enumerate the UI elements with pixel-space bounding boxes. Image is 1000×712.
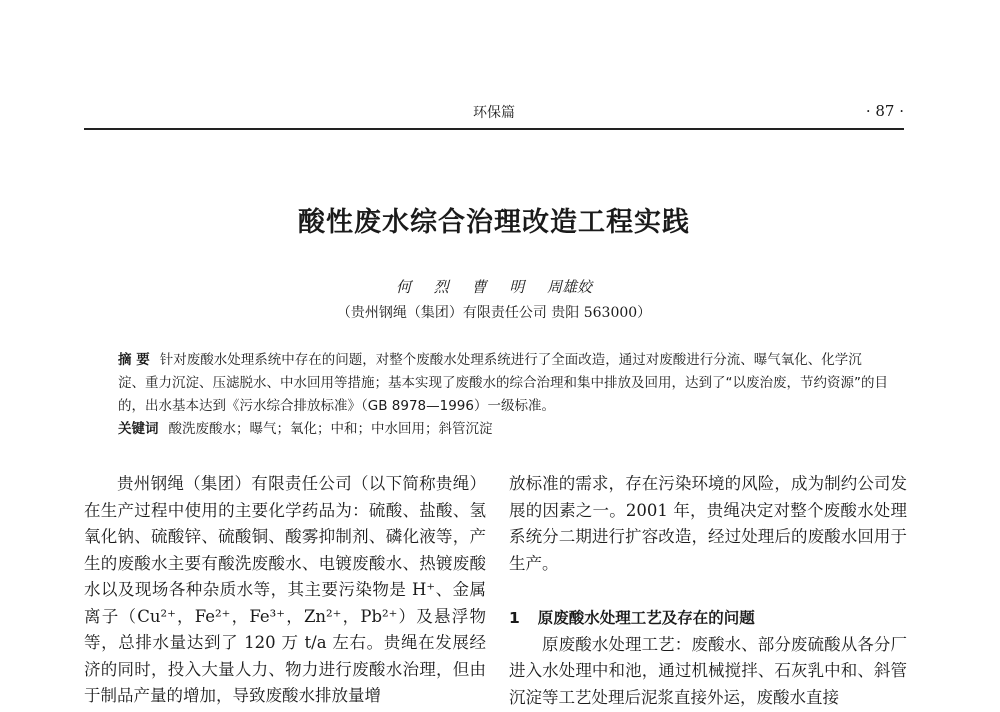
body-paragraph-continued: 放标准的需求，存在污染环境的风险，成为制约公司发展的因素之一。2001 年，贵绳决定对整个废酸水处理系统分二期进行扩容改造，经过处理后的废酸水回用于生产。: [509, 474, 907, 573]
affiliation: （贵州钢绳（集团）有限责任公司 贵阳 563000）: [336, 305, 652, 321]
section-title: 原废酸水处理工艺及存在的问题: [537, 609, 755, 627]
keywords-text: 酸洗废酸水；曝气；氧化；中和；中水回用；斜管沉淀: [168, 421, 493, 437]
section-heading: [509, 605, 907, 632]
body-paragraph: 贵州钢绳（集团）有限责任公司（以下简称贵绳）在生产过程中使用的主要化学药品为：硫酸、盐酸、氢氧化钠、硫酸锌、硫酸铜、酸雾抑制剂、磷化液等，产生的废酸水主要有酸洗废酸水、电镀废酸水、热镀废酸水以及现场各种杂质水等，其主要污染物是 H⁺、金属离子（Cu²⁺，Fe²⁺，Fe³⁺，Zn²⁺，Pb²⁺）及悬浮物等，总排水量达到了 120 万 t/a 左右。贵绳在发展经济的同时，投入大量人力、物力进行废酸水治理，但由于制品产量的增加，导致废酸水排放量增: [84, 474, 486, 705]
abstract-block: [118, 349, 888, 441]
keywords-label: 关键词: [118, 421, 159, 437]
left-column: [84, 471, 486, 710]
section-paragraph: 原废酸水处理工艺：废酸水、部分废硫酸从各分厂进入水处理中和池，通过机械搅拌、石灰乳中和、斜管沉淀等工艺处理后泥浆直接外运，废酸水直接: [509, 634, 907, 707]
abstract-label: 摘 要: [118, 352, 150, 368]
abstract: [118, 349, 888, 418]
authors: 何 烈 曹 明 周雄姣: [395, 278, 593, 296]
paper-title: 酸性废水综合治理改造工程实践: [298, 207, 690, 238]
keywords: [118, 418, 888, 441]
right-column: [509, 471, 907, 711]
abstract-text: 针对废酸水处理系统中存在的问题，对整个废酸水处理系统进行了全面改造，通过对废酸进行分流、曝气氧化、化学沉淀、重力沉淀、压滤脱水、中水回用等措施；基本实现了废酸水的综合治理和集中排放及回用，达到了“以废治废，节约资源”的目的，出水基本达到《污水综合排放标准》（GB 8978—1996）一级标准。: [118, 352, 888, 414]
section-name: 环保篇: [473, 105, 515, 121]
page-number: · 87 ·: [865, 102, 904, 120]
section-number: 1: [509, 609, 520, 627]
running-header: [84, 98, 904, 130]
